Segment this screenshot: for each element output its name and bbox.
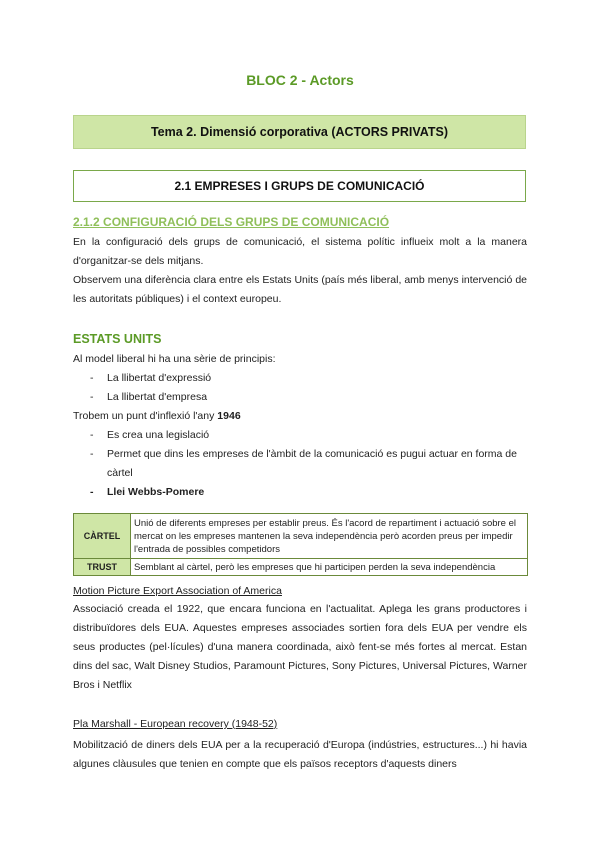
list-item: - Es crea una legislació	[90, 429, 210, 441]
marshall-title: Pla Marshall - European recovery (1948-52)	[73, 718, 278, 730]
list-item: - Permet que dins les empreses de l'àmbit de la comunicació es pugui actuar en forma de càrtel	[90, 448, 517, 479]
principles-list	[73, 369, 527, 407]
tema-title: Tema 2. Dimensió corporativa (ACTORS PRIVATS)	[150, 125, 449, 139]
section-title: 2.1 EMPRESES I GRUPS DE COMUNICACIÓ	[174, 179, 425, 193]
bloc-title: BLOC 2 - Actors	[246, 72, 354, 88]
subsection-title: 2.1.2 CONFIGURACIÓ DELS GRUPS DE COMUNICACIÓ	[73, 215, 390, 229]
marshall-paragraph: Mobilització de diners dels EUA per a la recuperació d'Europa (indústries, estructures...) hi havia algunes clàusules que tenien en compte que els països receptors d'aquests diners	[73, 739, 527, 770]
model-liberal-text: Al model liberal hi ha una sèrie de principis:	[73, 353, 276, 365]
legislation-list	[73, 426, 527, 502]
table-row	[74, 559, 528, 576]
estats-units-heading: ESTATS UNITS	[73, 332, 162, 346]
mpea-title: Motion Picture Export Association of America	[73, 585, 282, 597]
intro-paragraph-1: En la configuració dels grups de comunicació, el sistema polític influeix molt a la manera d'organitzar-se dels mitjans.	[73, 236, 527, 267]
intro-paragraph-2: Observem una diferència clara entre els Estats Units (país més liberal, amb menys intervenció de les autoritats públiques) i el context europeu.	[73, 274, 527, 305]
table-cell-label: TRUST	[74, 559, 131, 576]
list-item: - La llibertat d'expressió	[90, 372, 212, 384]
table-cell-text: Unió de diferents empreses per establir preus. És l'acord de repartiment i actuació sobre el mercat on les empreses mantenen la seva independència però acorden preus per impedir l'entrada de possibles competidors	[131, 514, 528, 559]
list-item: - La llibertat d'empresa	[90, 391, 208, 403]
tema-title-box	[73, 115, 526, 149]
mpea-paragraph: Associació creada el 1922, que encara funciona en l'actualitat. Aplega les grans productores i distribuïdores dels EUA. Aquestes empreses associades sortien fora dels EUA per vendre els seus productes (pel·lícules) d'una manera coordinada, això fent-se més fortes al mercat. Estan dins del sac, Walt Disney Studios, Paramount Pictures, Sony Pictures, Universal Pictures, Warner Bros i Netflix	[73, 603, 527, 691]
inflexio-year: 1946	[217, 410, 241, 422]
definitions-table	[73, 513, 528, 576]
table-cell-label: CÀRTEL	[74, 514, 131, 559]
table-cell-text: Semblant al càrtel, però les empreses que hi participen perden la seva independència	[131, 559, 528, 576]
section-title-box	[73, 170, 526, 202]
table-row	[74, 514, 528, 559]
inflexio-text: Trobem un punt d'inflexió l'any 1946	[73, 410, 241, 422]
list-item: - Llei Webbs-Pomere	[90, 486, 205, 498]
